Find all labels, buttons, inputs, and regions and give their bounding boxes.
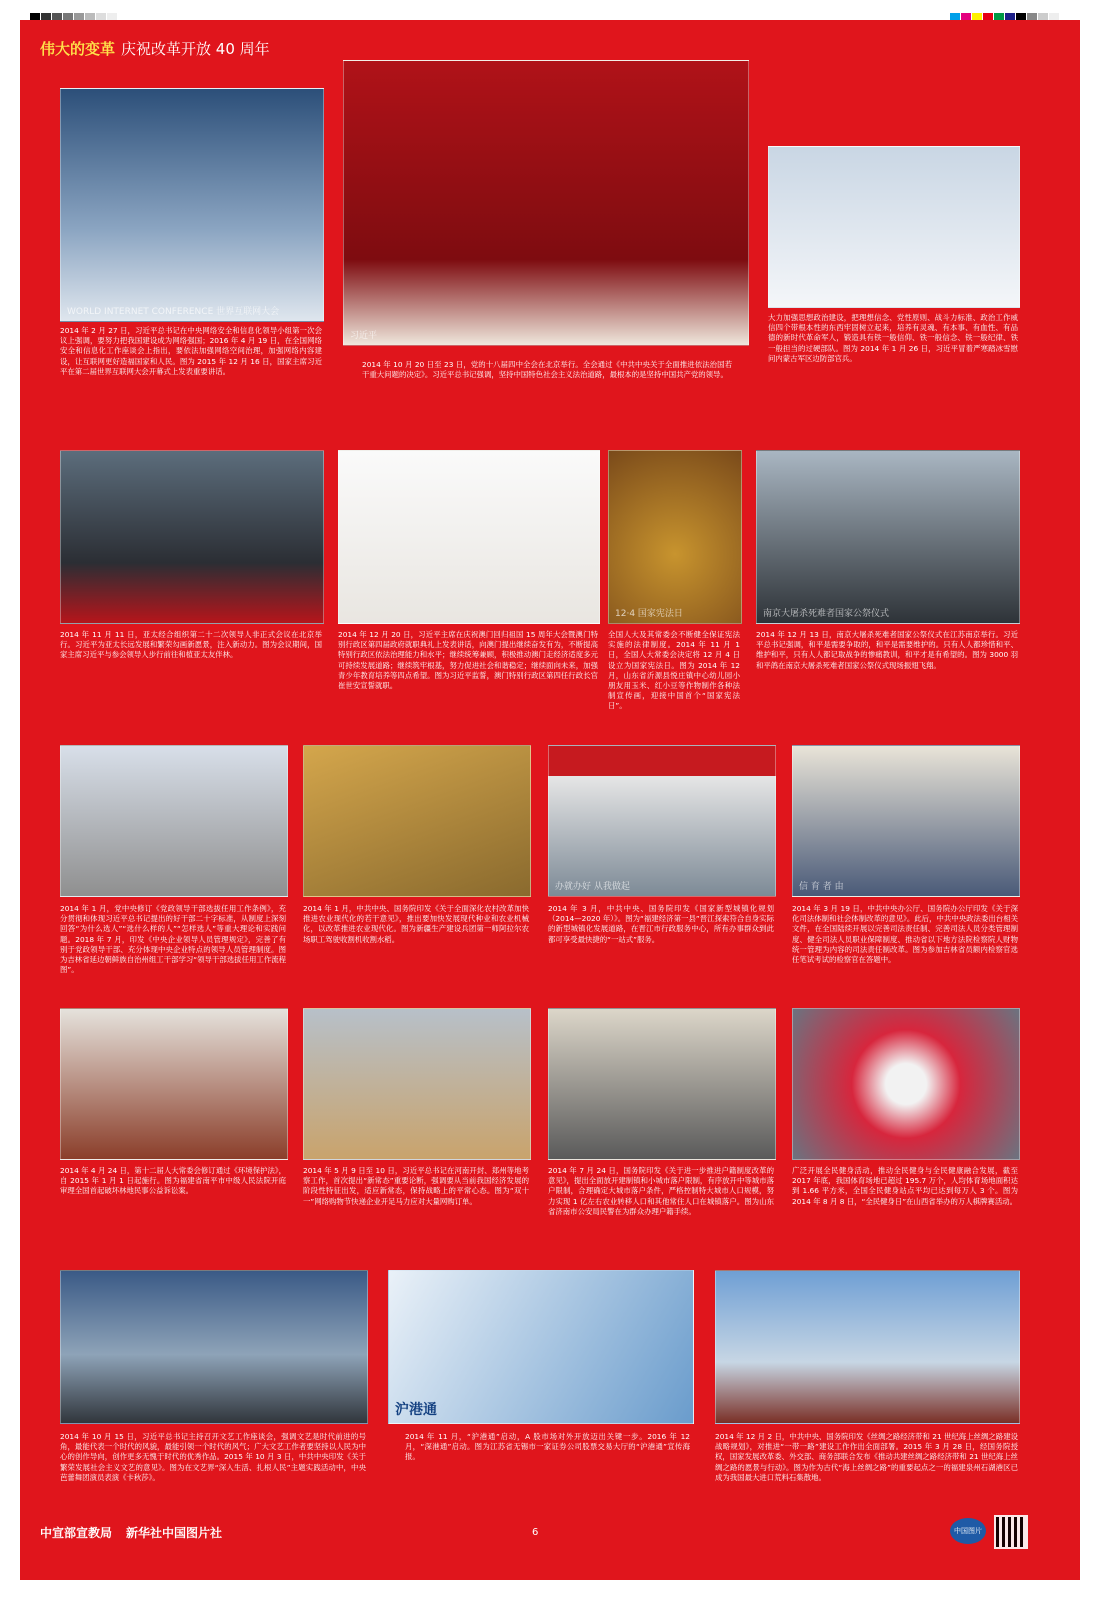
caption-new-normal: 2014 年 5 月 9 日至 10 日，习近平总书记在河南开封、郑州等地考察工作，首次提出“新常态”重要论断，强调要从当前我国经济发展的阶段性特征出发，适应新常态，保持战略上的平常心态。图为“双十一”网络购物节快递企业开足马力应对大量网购订单。 — [303, 1166, 529, 1206]
poster-title: 伟大的变革 — [40, 40, 116, 58]
caption-nanjing: 2014 年 12 月 13 日，南京大屠杀死难者国家公祭仪式在江苏南京举行。习近平总书记强调，和平是需要争取的，和平是需要维护的。只有人人都珍惜和平、维护和平，只有人人都记取战争的惨痛教训，和平才是有希望的。图为 3000 羽和平鸽在南京大屠杀死难者国家公祭仪式现场振翅飞翔。 — [756, 630, 1018, 670]
caption-rule-of-law: 2014 年 10 月 20 日至 23 日，党的十八届四中全会在北京举行。全会通过《中共中央关于全面推进依法治国若干重大问题的决定》。习近平总书记强调，坚持中国特色社会主义法治道路，最根本的是坚持中国共产党的领导。 — [362, 360, 732, 380]
caption-judicial-reform: 2014 年 3 月 19 日，中共中央办公厅、国务院办公厅印发《关于深化司法体制和社会体制改革的意见》。此后，中共中央政法委出台相关文件，在全国陆续开展以完善司法责任制、完善司法人员分类管理制度、健全司法人员职业保障制度、推动省以下地方法院检察院人财物统一管理为内容的司法责任制改革。图为参加吉林省员额内检察官选任笔试考试的检察官在答题中。 — [792, 904, 1018, 965]
photo-shanghai-hk-connect — [388, 1270, 694, 1424]
photo-prosecutor-exam — [792, 745, 1020, 897]
photo-fourth-plenary-session — [343, 60, 749, 346]
print-color-bar-right — [950, 6, 1060, 14]
publisher-name: 新华社中国图片社 — [126, 1526, 223, 1540]
photo-household-registration — [548, 1008, 776, 1160]
photo-rice-harvest — [303, 745, 531, 897]
photo-ballet-performance — [60, 1270, 368, 1424]
photo-cadre-selection — [60, 745, 288, 897]
caption-arts-forum: 2014 年 10 月 15 日，习近平总书记主持召开文艺工作座谈会，强调文艺是时代前进的号角，最能代表一个时代的风貌，最能引领一个时代的风气；广大文艺工作者要坚持以人民为中心的创作导向，创作更多无愧于时代的优秀作品。2015 年 10 月 3 日，中共中央印发《关于繁荣发展社会主义文艺的意见》。图为在文艺界“深入生活、扎根人民”主题实践活动中，中央芭蕾舞团演员表演《卡秋莎》。 — [60, 1432, 366, 1482]
caption-environmental-law: 2014 年 4 月 24 日，第十二届人大常委会修订通过《环境保护法》，自 2015 年 1 月 1 日起施行。图为福建省南平市中级人民法院开庭审理全国首起破坏林地民事公益诉讼案。 — [60, 1166, 286, 1196]
caption-cadre-selection: 2014 年 1 月，党中央修订《党政领导干部选拔任用工作条例》，充分贯彻和体现习近平总书记提出的好干部二十字标准，从制度上深刻回答“为什么选人”“选什么样的人”“怎样选人”等重大理论和实践问题。2018 年 7 月，印发《中央企业领导人员管理规定》，完善了有别于党政领导干部、充分体现中央企业特点的领导人员管理制度。图为吉林省延边朝鲜族自治州组工干部学习“领导干部选拔任用工作流程图”。 — [60, 904, 286, 975]
photo-apec-leaders — [60, 450, 324, 624]
caption-apec: 2014 年 11 月 11 日，亚太经合组织第二十二次领导人非正式会议在北京举行。习近平为亚太长远发展和繁荣勾画新愿景，注入新动力。图为会议期间，国家主席习近平与参会领导人步行前往和植亚太友伴林。 — [60, 630, 322, 660]
caption-belt-and-road: 2014 年 12 月 2 日，中共中央、国务院印发《丝绸之路经济带和 21 世纪海上丝绸之路建设战略规划》，对推进“一带一路”建设工作作出全面部署。2015 年 3 月 28 日，经国务院授权，国家发展改革委、外交部、商务部联合发布《推动共建丝绸之路经济带和 21 世纪海上丝绸之路的愿景与行动》。图为作为古代“海上丝绸之路”的重要起点之一的福建泉州石湖港区已成为我国最大进口荒料石集散地。 — [715, 1432, 1018, 1482]
china-photo-logo-icon: 中国图片 — [950, 1518, 986, 1544]
print-color-bar-left — [30, 6, 118, 14]
caption-stock-connect: 2014 年 11 月，“沪港通”启动，A 股市场对外开放迈出关键一步。2016 年 12 月，“深港通”启动。图为江苏省无锡市一家证券公司股票交易大厅的“沪港通”宣传海报。 — [405, 1432, 690, 1462]
poster-footer — [40, 1524, 236, 1541]
qr-code-icon — [994, 1515, 1028, 1549]
photo-caption-tag: 习近平 — [350, 331, 378, 341]
caption-urbanization: 2014 年 3 月，中共中央、国务院印发《国家新型城镇化规划（2014—2020 年）》。图为“福建经济第一县”晋江探索符合自身实际的新型城镇化发展道路，在晋江市行政服务中心，所有办事群众到此都可享受最快捷的“一站式”服务。 — [548, 904, 774, 944]
caption-constitution-day: 全国人大及其常委会不断健全保证宪法实施的法律制度。2014 年 11 月 1 日，全国人大常委会决定将 12 月 4 日设立为国家宪法日。图为 2014 年 12 月，山东省沂源县悦庄镇中心幼儿园小朋友用玉米、红小豆等作物制作各种法制宣传画，迎接中国首个“国家宪法日”。 — [608, 630, 740, 711]
photo-nanjing-memorial — [756, 450, 1020, 624]
photo-logistics-warehouse — [303, 1008, 531, 1160]
photo-caption-tag: 12·4 国家宪法日 — [615, 609, 683, 619]
photo-macao-oath — [338, 450, 600, 624]
poster-subtitle: 庆祝改革开放 40 周年 — [121, 40, 270, 58]
photo-caption-tag: 沪港通 — [395, 1402, 437, 1418]
photo-constitution-day — [608, 450, 742, 624]
photo-courtroom — [60, 1008, 288, 1160]
caption-hukou-reform: 2014 年 7 月 24 日，国务院印发《关于进一步推进户籍制度改革的意见》，提出全面放开建制镇和小城市落户限制，有序放开中等城市落户限制，合理确定大城市落户条件，严格控制特大城市人口规模，努力实现 1 亿左右农业转移人口和其他常住人口在城镇落户。图为山东省济南市公安局民警在为群众办理户籍手续。 — [548, 1166, 774, 1216]
photo-border-troops — [768, 146, 1020, 308]
publisher-name: 中宣部宣教局 — [40, 1526, 113, 1540]
photo-quanzhou-port — [715, 1270, 1020, 1424]
caption-national-fitness: 广泛开展全民健身活动，推动全民健身与全民健康融合发展，截至 2017 年底，我国体育场地已超过 195.7 万个，人均体育场地面积达到 1.66 平方米，全国全民健身站点平均已达到每万人 3 个。图为 2014 年 8 月 8 日，“全民健身日”在山西省举办的万人棋牌赛活动。 — [792, 1166, 1018, 1206]
photo-caption-tag: WORLD INTERNET CONFERENCE 世界互联网大会 — [67, 307, 280, 317]
poster-header — [40, 38, 270, 59]
photo-world-internet-conference — [60, 88, 324, 322]
page-number: 6 — [532, 1527, 539, 1538]
caption-internet-security: 2014 年 2 月 27 日，习近平总书记在中央网络安全和信息化领导小组第一次会议上强调，要努力把我国建设成为网络强国；2016 年 4 月 19 日，在全国网络安全和信息化工作座谈会上指出，要依法加强网络空间治理，加强网络内容建设，让互联网更好造福国家和人民。图为 2015 年 12 月 16 日，国家主席习近平在第二届世界互联网大会开幕式上发表重要讲话。 — [60, 326, 322, 376]
photo-caption-tag: 信 育 者 由 — [799, 882, 844, 892]
photo-service-center — [548, 745, 776, 897]
photo-caption-tag: 南京大屠杀死难者国家公祭仪式 — [763, 609, 890, 619]
caption-agriculture: 2014 年 1 月，中共中央、国务院印发《关于全面深化农村改革加快推进农业现代化的若干意见》，推出要加快发展现代种业和农业机械化，以改革推进农业现代化。图为新疆生产建设兵团第一师阿拉尔农场职工驾驶收割机收割水稻。 — [303, 904, 529, 944]
photo-caption-tag: 办就办好 从我做起 — [555, 882, 630, 892]
photo-fitness-chess-event — [792, 1008, 1020, 1160]
caption-macao: 2014 年 12 月 20 日，习近平主席在庆祝澳门回归祖国 15 周年大会暨澳门特别行政区第四届政府就职典礼上发表讲话，向澳门提出继续奋发有为，不断提高特别行政区依法治理能力和水平；继续统筹兼顾，积极推动澳门走经济适度多元可持续发展道路；继续筑牢根基，努力促进社会和谐稳定；继续面向未来，加强青少年教育培养等四点希望。图为习近平监誓，澳门特别行政区第四任行政长官崔世安宣誓就职。 — [338, 630, 598, 691]
caption-army-building: 大力加强思想政治建设，把理想信念、党性原则、战斗力标准、政治工作威信四个带根本性的东西牢固树立起来，培养有灵魂、有本事、有血性、有品德的新时代革命军人，锻造具有铁一般信仰、铁一般信念、铁一般纪律、铁一般担当的过硬部队。图为 2014 年 1 月 26 日，习近平冒着严寒踏冰雪慰问内蒙古军区边防部官兵。 — [768, 313, 1018, 363]
